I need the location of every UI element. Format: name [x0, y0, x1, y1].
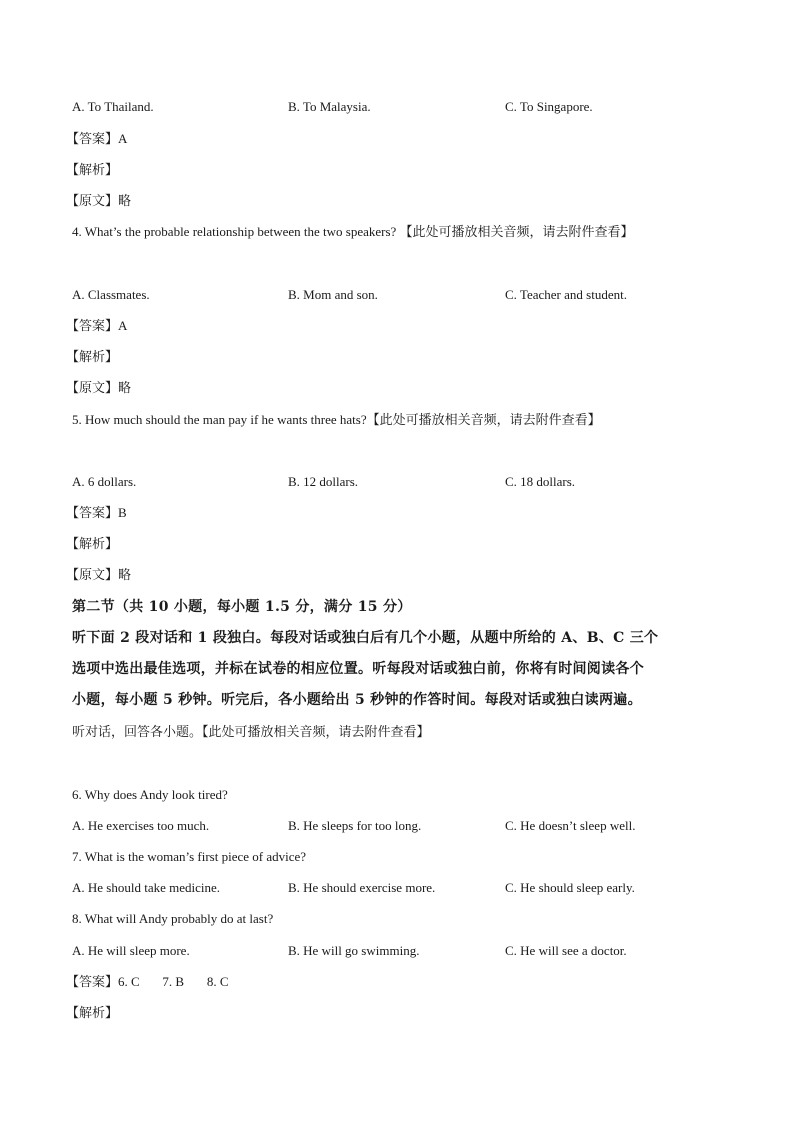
q7-question: 7. What is the woman’s first piece of advice?: [72, 849, 307, 864]
q7-option-c: C. He should sleep early.: [505, 880, 635, 895]
section2-heading: 第二节（共 10 小题，每小题 1.5 分，满分 15 分）: [72, 599, 412, 615]
q4-question: 4. What’s the probable relationship between the two speakers? 【此处可播放相关音频，请去附件查看】: [72, 224, 634, 239]
section2-instruction-line-3: 小题，每小题 5 秒钟。听完后，各小题给出 5 秒钟的作答时间。每段对话或独白读两遍。: [72, 692, 642, 708]
q5-option-b: B. 12 dollars.: [288, 474, 359, 489]
q8-option-a: A. He will sleep more.: [72, 943, 190, 958]
q6-option-b: B. He sleeps for too long.: [288, 818, 422, 833]
analysis-6-8: 【解析】: [66, 1005, 119, 1020]
q4-option-b: B. Mom and son.: [288, 287, 378, 302]
q5-original: 【原文】略: [66, 567, 132, 582]
q3-analysis: 【解析】: [66, 162, 119, 177]
q5-analysis: 【解析】: [66, 536, 119, 551]
q3-option-a: A. To Thailand.: [72, 99, 154, 114]
q5-option-c: C. 18 dollars.: [505, 474, 576, 489]
q4-option-c: C. Teacher and student.: [505, 287, 627, 302]
q5-question: 5. How much should the man pay if he wants three hats?【此处可播放相关音频，请去附件查看】: [72, 412, 601, 427]
q3-original: 【原文】略: [66, 193, 132, 208]
q7-option-b: B. He should exercise more.: [288, 880, 436, 895]
section2-prompt: 听对话，回答各小题。【此处可播放相关音频，请去附件查看】: [72, 724, 430, 739]
q8-question: 8. What will Andy probably do at last?: [72, 911, 274, 926]
q8-option-c: C. He will see a doctor.: [505, 943, 627, 958]
q6-question: 6. Why does Andy look tired?: [72, 787, 228, 802]
answers-6-8: 【答案】6. C 7. B 8. C: [66, 974, 229, 989]
q4-option-a: A. Classmates.: [72, 287, 150, 302]
q3-option-b: B. To Malaysia.: [288, 99, 371, 114]
q8-option-b: B. He will go swimming.: [288, 943, 420, 958]
q3-option-c: C. To Singapore.: [505, 99, 593, 114]
section2-instruction-line-1: 听下面 2 段对话和 1 段独白。每段对话或独白后有几个小题，从题中所给的 A、B、C 三个: [72, 630, 659, 646]
q6-option-c: C. He doesn’t sleep well.: [505, 818, 636, 833]
q6-option-a: A. He exercises too much.: [72, 818, 210, 833]
q5-answer: 【答案】B: [66, 505, 127, 520]
section2-instruction-line-2: 选项中选出最佳选项，并标在试卷的相应位置。听每段对话或独白前，你将有时间阅读各个: [72, 661, 644, 677]
q4-analysis: 【解析】: [66, 349, 119, 364]
q5-option-a: A. 6 dollars.: [72, 474, 137, 489]
q7-option-a: A. He should take medicine.: [72, 880, 221, 895]
q3-answer: 【答案】A: [66, 131, 128, 146]
q4-answer: 【答案】A: [66, 318, 128, 333]
q4-original: 【原文】略: [66, 380, 132, 395]
